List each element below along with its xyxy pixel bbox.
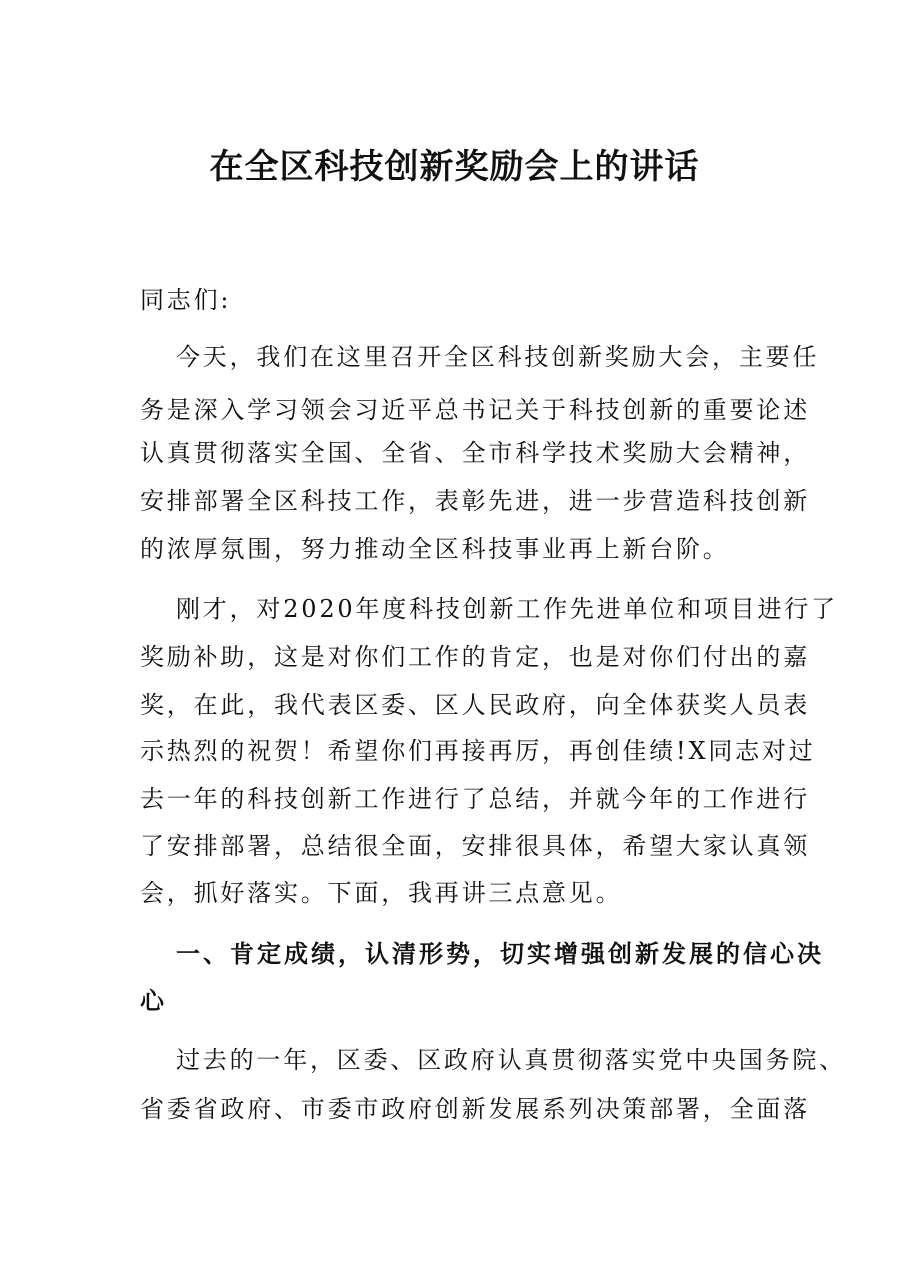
paragraph-2-line-5: 去一年的科技创新工作进行了总结，并就今年的工作进行	[140, 785, 810, 813]
paragraph-1-line-4: 安排部署全区科技工作，表彰先进，进一步营造科技创新	[140, 487, 810, 515]
paragraph-2-line-4: 示热烈的祝贺！希望你们再接再厉，再创佳绩!X同志对过	[140, 737, 816, 765]
paragraph-2-line-3: 奖，在此，我代表区委、区人民政府，向全体获奖人员表	[140, 691, 810, 719]
paragraph-3-line-1: 过去的一年，区委、区政府认真贯彻落实党中央国务院、	[176, 1046, 846, 1074]
paragraph-1-line-1: 今天，我们在这里召开全区科技创新奖励大会，主要任	[176, 343, 820, 371]
salutation: 同志们:	[140, 286, 232, 314]
section-heading-1-line-2: 心	[140, 986, 167, 1015]
document-title: 在全区科技创新奖励会上的讲话	[209, 147, 700, 187]
paragraph-3-line-2: 省委省政府、市委市政府创新发展系列决策部署，全面落	[140, 1095, 810, 1123]
paragraph-2-line-6: 了安排部署，总结很全面，安排很具体，希望大家认真领	[140, 832, 810, 860]
section-heading-1-line-1: 一、肯定成绩，认清形势，切实增强创新发展的信心决	[176, 939, 824, 968]
paragraph-1-line-2: 务是深入学习领会习近平总书记关于科技创新的重要论述	[140, 396, 810, 424]
paragraph-2-line-2: 奖励补助，这是对你们工作的肯定，也是对你们付出的嘉	[140, 643, 810, 671]
paragraph-2-line-7: 会，抓好落实。下面，我再讲三点意见。	[140, 879, 623, 907]
paragraph-1-line-3: 认真贯彻落实全国、全省、全市科学技术奖励大会精神，	[140, 439, 810, 467]
paragraph-1-line-5: 的浓厚氛围，努力推动全区科技事业再上新台阶。	[140, 535, 730, 563]
paragraph-2-line-1: 刚才，对2020年度科技创新工作先进单位和项目进行了	[176, 595, 838, 623]
